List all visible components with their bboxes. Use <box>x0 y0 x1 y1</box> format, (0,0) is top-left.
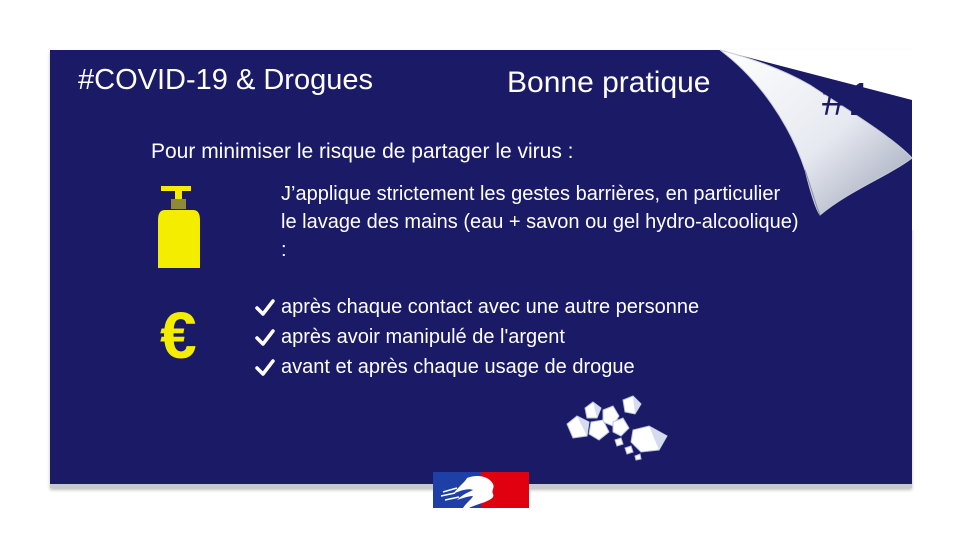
check-icon <box>255 327 275 347</box>
bullet-text: avant et après chaque usage de drogue <box>281 356 635 378</box>
list-item <box>255 352 699 382</box>
list-item <box>255 322 699 352</box>
marianne-flag-logo <box>433 472 529 508</box>
check-icon <box>255 357 275 377</box>
practice-number: #1 <box>822 73 874 125</box>
category-label: Bonne pratique <box>507 66 711 99</box>
page-title: #COVID-19 & Drogues <box>78 64 373 96</box>
crystals-icon <box>563 392 673 467</box>
list-item <box>255 292 699 322</box>
hygiene-paragraph: J’applique strictement les gestes barrières, en particulier le lavage des mains (eau + savon ou gel hydro-alcoolique) : <box>281 183 799 261</box>
bullet-text: après avoir manipulé de l'argent <box>281 326 565 348</box>
bullet-text: après chaque contact avec une autre personne <box>281 296 700 318</box>
bullet-list <box>255 292 699 382</box>
soap-dispenser-icon <box>155 186 203 268</box>
euro-icon: € <box>160 298 197 372</box>
check-icon <box>255 297 275 317</box>
intro-text: Pour minimiser le risque de partager le virus : <box>151 140 574 163</box>
